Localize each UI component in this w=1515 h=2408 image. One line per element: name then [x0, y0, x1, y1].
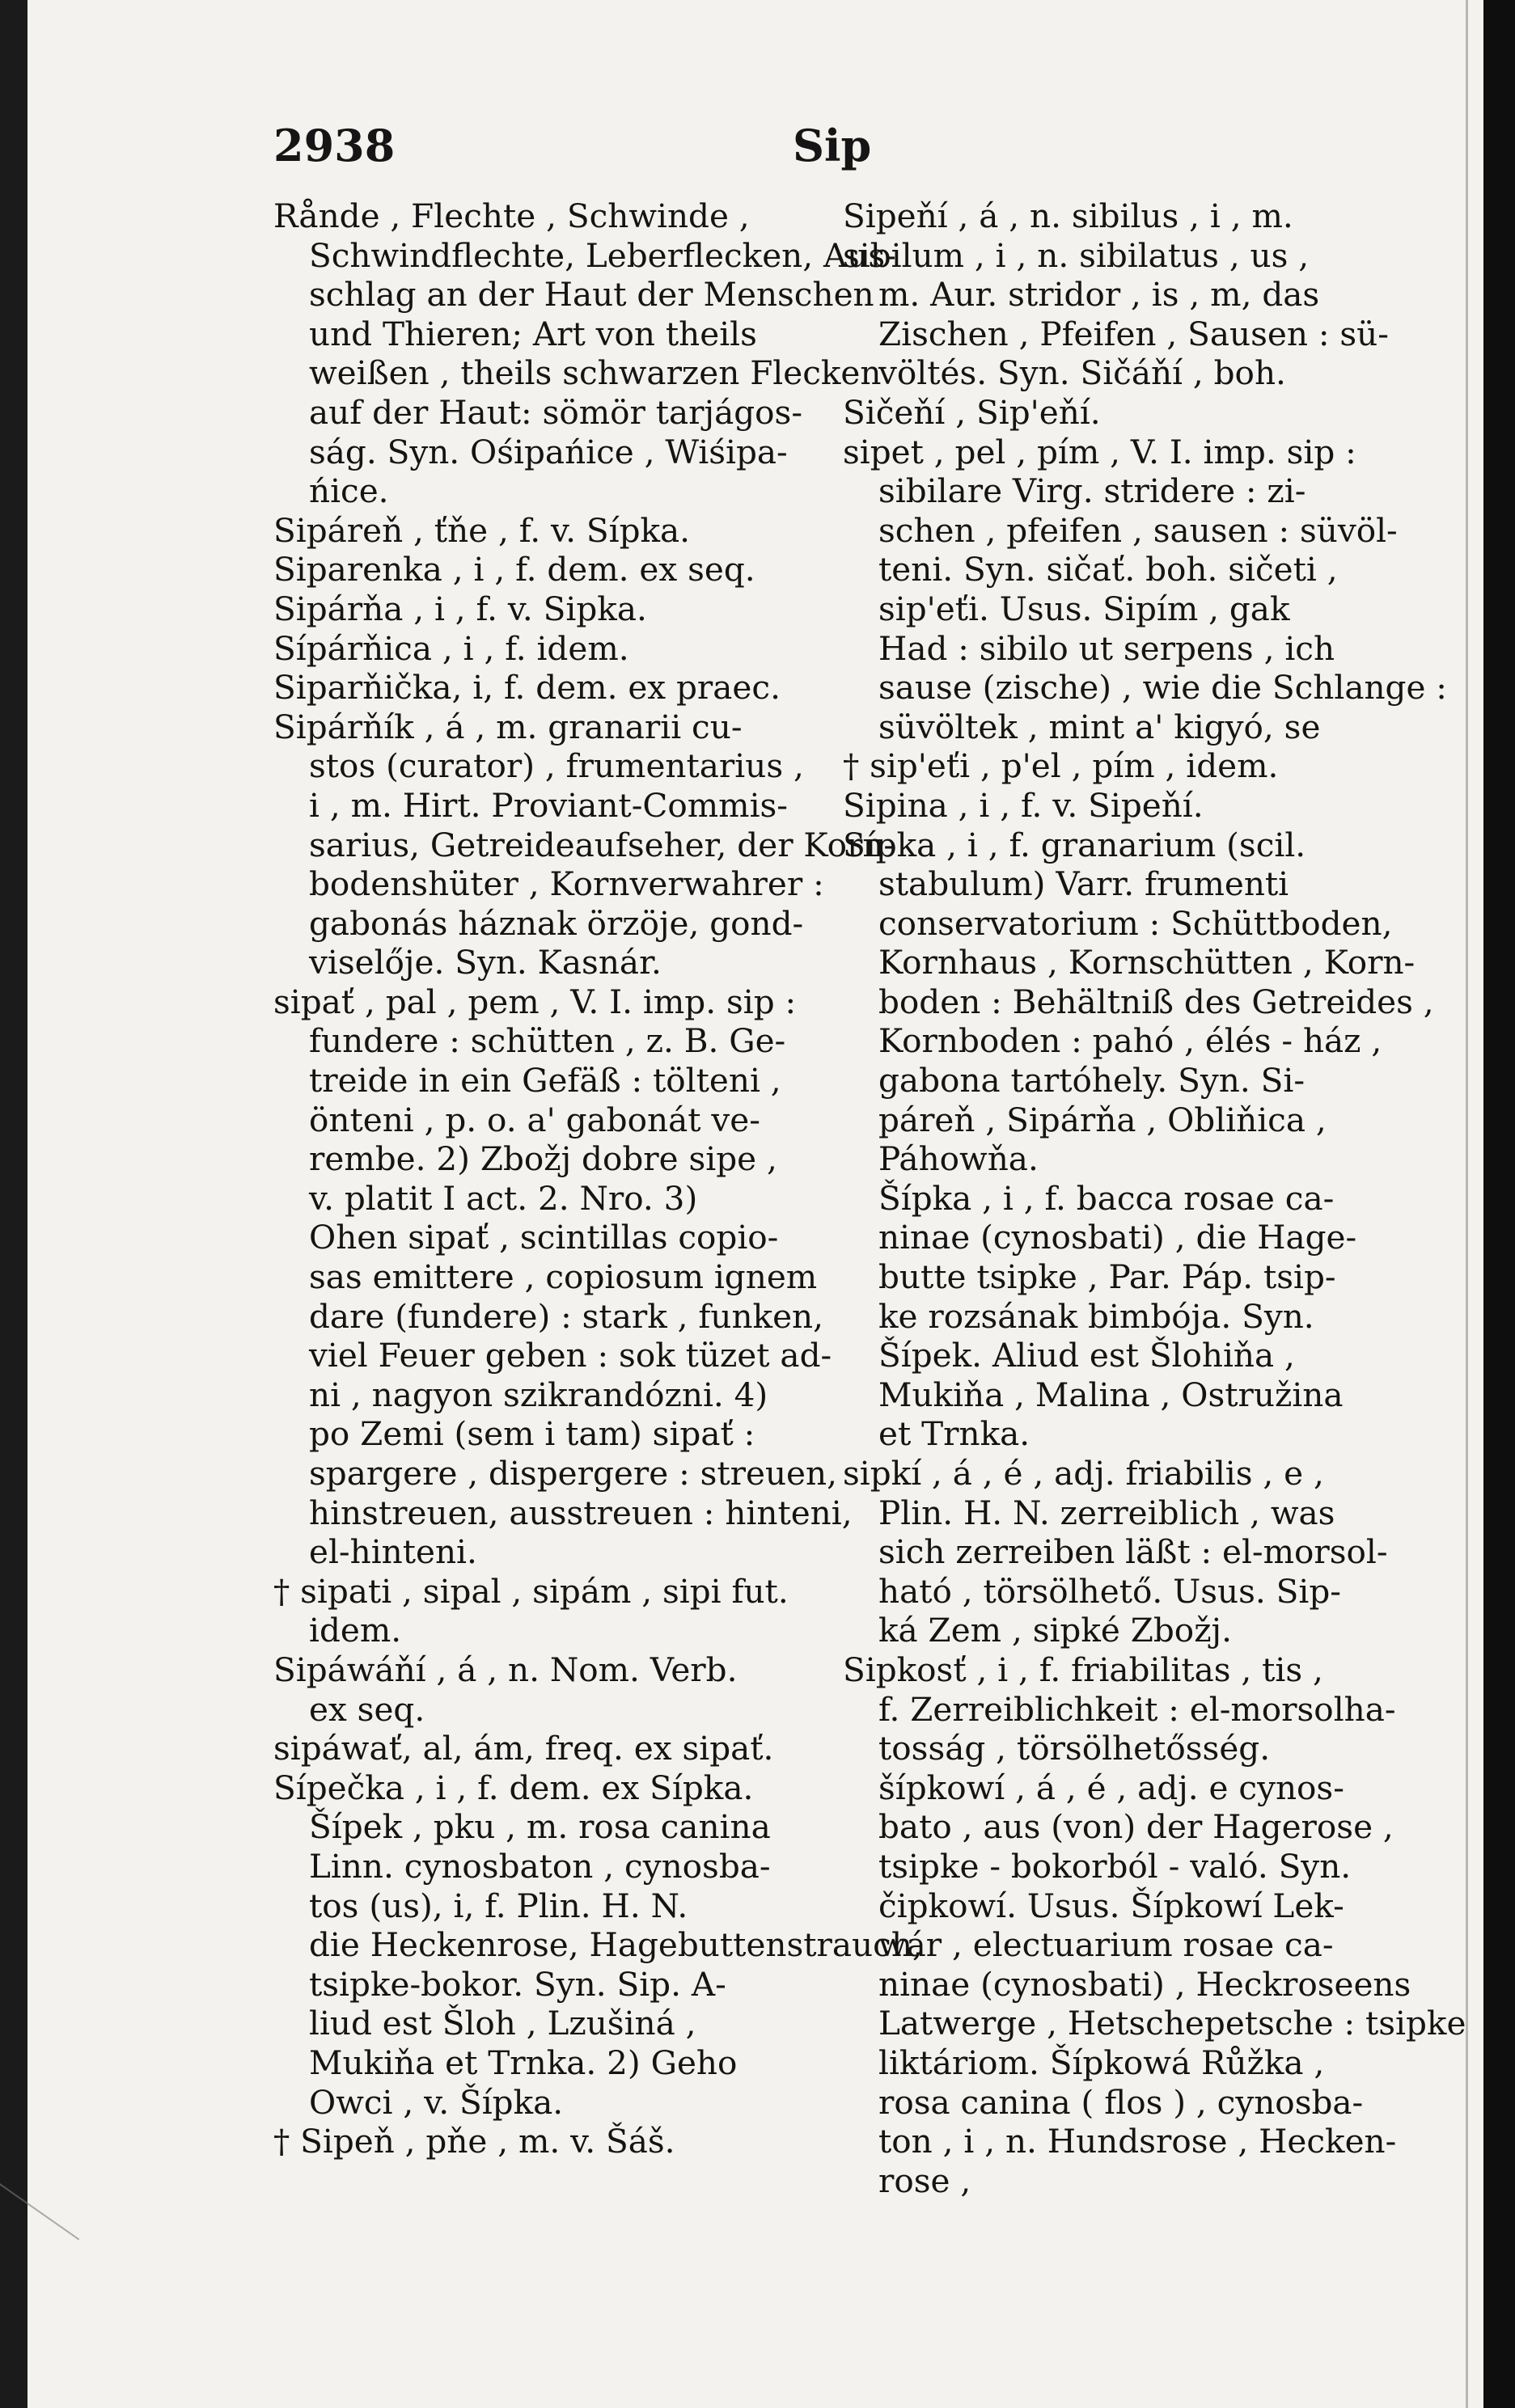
text-line: Had : sibilo ut serpens , ich	[878, 628, 1335, 668]
text-line: Siparenka , i , f. dem. ex seq.	[273, 550, 755, 589]
text-line: ninae (cynosbati) , die Hage-	[878, 1218, 1357, 1257]
text-line: † Sipeň , pňe , m. v. Šáš.	[273, 2122, 675, 2161]
text-line: sarius, Getreideaufseher, der Korn-	[309, 825, 895, 864]
text-line: ká Zem , sipké Zbožj.	[878, 1611, 1232, 1650]
text-line: sas emittere , copiosum ignem	[309, 1257, 818, 1297]
text-line: Sípka , i , f. granarium (scil.	[843, 825, 1306, 864]
text-line: önteni , p. o. a' gabonát ve-	[309, 1100, 760, 1139]
text-line: sich zerreiben läßt : el-morsol-	[878, 1532, 1388, 1572]
text-line: viselője. Syn. Kasnár.	[309, 943, 662, 982]
text-line: Rånde , Flechte , Schwinde ,	[273, 196, 750, 235]
text-line: auf der Haut: sömör tarjágos-	[309, 392, 803, 432]
text-line: Sičeňí , Sip'eňí.	[843, 392, 1101, 432]
text-line: Latwerge , Hetschepetsche : tsipke	[878, 2004, 1466, 2043]
text-line: dare (fundere) : stark , funken,	[309, 1296, 823, 1336]
text-line: tsipke-bokor. Syn. Sip. A-	[309, 1964, 726, 2004]
text-line: Sipkosť , i , f. friabilitas , tis ,	[843, 1650, 1323, 1689]
text-line: Linn. cynosbaton , cynosba-	[309, 1846, 771, 1886]
text-line: ninae (cynosbati) , Heckroseens	[878, 1964, 1411, 2004]
left-column	[273, 196, 923, 2161]
text-line: i , m. Hirt. Proviant-Commis-	[309, 785, 788, 825]
text-line: Kornboden : pahó , élés - ház ,	[878, 1021, 1382, 1061]
text-line: sibilare Virg. stridere : zi-	[878, 471, 1306, 511]
text-line: tos (us), i, f. Plin. H. N.	[309, 1886, 688, 1925]
text-line: Owci , v. Šípka.	[309, 2082, 564, 2122]
right-column	[843, 196, 1466, 2200]
text-line: sause (zische) , wie die Schlange :	[878, 668, 1447, 708]
text-line: schen , pfeifen , sausen : süvöl-	[878, 510, 1398, 550]
text-line: viel Feuer geben : sok tüzet ad-	[309, 1336, 832, 1375]
text-line: und Thieren; Art von theils	[309, 314, 757, 353]
text-line: Kornhaus , Kornschütten , Korn-	[878, 943, 1416, 982]
text-line: Zischen , Pfeifen , Sausen : sü-	[878, 314, 1389, 353]
text-line: Ohen sipať , scintillas copio-	[309, 1218, 779, 1257]
text-line: sipať , pal , pem , V. I. imp. sip :	[273, 982, 797, 1021]
text-line: treide in ein Gefäß : tölteni ,	[309, 1061, 781, 1100]
text-line: Šípek. Aliud est Šlohiňa ,	[878, 1336, 1295, 1375]
text-line: po Zemi (sem i tam) sipať :	[309, 1414, 755, 1454]
text-line: stabulum) Varr. frumenti	[878, 864, 1289, 904]
page-fold-line	[1466, 0, 1468, 2408]
text-line: boden : Behältniß des Getreides ,	[878, 982, 1434, 1021]
text-line: † sipati , sipal , sipám , sipi fut.	[273, 1571, 789, 1611]
text-line: Sipeňí , á , n. sibilus , i , m.	[843, 196, 1293, 235]
page-number: 2938	[273, 120, 396, 171]
text-line: Mukiňa , Malina , Ostružina	[878, 1375, 1344, 1414]
text-line: Sipárňík , á , m. granarii cu-	[273, 707, 743, 746]
text-line: ság. Syn. Ośipańice , Wiśipa-	[309, 432, 788, 471]
text-line: † sip'eťi , p'el , pím , idem.	[843, 746, 1279, 786]
text-line: idem.	[309, 1611, 402, 1650]
text-line: v. platit I act. 2. Nro. 3)	[309, 1178, 698, 1218]
text-line: tosság , törsölhetősség.	[878, 1729, 1271, 1768]
text-line: Sípečka , i , f. dem. ex Sípka.	[273, 1768, 754, 1807]
text-line: Plin. H. N. zerreiblich , was	[878, 1493, 1335, 1532]
text-line: rosa canina ( flos ) , cynosba-	[878, 2082, 1364, 2122]
text-line: ni , nagyon szikrandózni. 4)	[309, 1375, 768, 1414]
text-line: ke rozsának bimbója. Syn.	[878, 1296, 1314, 1336]
text-line: sipet , pel , pím , V. I. imp. sip :	[843, 432, 1356, 471]
text-line: el-hinteni.	[309, 1532, 477, 1572]
text-line: fundere : schütten , z. B. Ge-	[309, 1021, 786, 1061]
text-line: hinstreuen, ausstreuen : hinteni,	[309, 1493, 853, 1532]
text-line: Šípka , i , f. bacca rosae ca-	[878, 1178, 1335, 1218]
text-line: Sipáwáňí , á , n. Nom. Verb.	[273, 1650, 738, 1689]
text-line: sip'eťi. Usus. Sipím , gak	[878, 589, 1290, 628]
text-line: liud est Šloh , Lzušiná ,	[309, 2004, 696, 2043]
text-line: wár , electuarium rosae ca-	[878, 1925, 1334, 1965]
text-line: rose ,	[878, 2161, 971, 2200]
text-line: Sipáreň , ťňe , f. v. Sípka.	[273, 510, 691, 550]
text-line: m. Aur. stridor , is , m, das	[878, 275, 1320, 315]
text-line: ńice.	[309, 471, 389, 511]
text-line: gabonás háznak örzöje, gond-	[309, 903, 804, 943]
text-line: šípkowí , á , é , adj. e cynos-	[878, 1768, 1344, 1807]
text-line: stos (curator) , frumentarius ,	[309, 746, 804, 786]
text-line: ton , i , n. Hundsrose , Hecken-	[878, 2122, 1397, 2161]
text-line: weißen , theils schwarzen Flecken	[309, 353, 882, 393]
text-line: čipkowí. Usus. Šípkowí Lek-	[878, 1886, 1344, 1925]
text-line: Páhowňa.	[878, 1139, 1039, 1179]
running-head: Sip	[793, 120, 872, 171]
text-line: Schwindflechte, Leberflecken, Aus-	[309, 235, 896, 275]
text-line: rembe. 2) Zbožj dobre sipe ,	[309, 1139, 777, 1179]
text-line: spargere , dispergere : streuen,	[309, 1454, 837, 1493]
scan-dark-edge	[1483, 0, 1515, 2408]
text-line: sipkí , á , é , adj. friabilis , e ,	[843, 1454, 1324, 1493]
text-line: Siparňička, i, f. dem. ex praec.	[273, 668, 781, 708]
text-line: bodenshüter , Kornverwahrer :	[309, 864, 824, 904]
text-line: sibilum , i , n. sibilatus , us ,	[843, 235, 1310, 275]
text-line: bato , aus (von) der Hagerose ,	[878, 1807, 1394, 1847]
text-line: tsipke - bokorból - való. Syn.	[878, 1846, 1352, 1886]
text-line: Sipárňa , i , f. v. Sipka.	[273, 589, 647, 628]
text-line: völtés. Syn. Sičáňí , boh.	[878, 353, 1286, 393]
text-line: gabona tartóhely. Syn. Si-	[878, 1061, 1306, 1100]
text-line: butte tsipke , Par. Páp. tsip-	[878, 1257, 1336, 1297]
text-line: f. Zerreiblichkeit : el-morsolha-	[878, 1689, 1396, 1729]
text-line: Šípek , pku , m. rosa canina	[309, 1807, 771, 1847]
text-line: liktáriom. Šípkowá Růžka ,	[878, 2043, 1325, 2082]
text-line: et Trnka.	[878, 1414, 1030, 1454]
text-line: Mukiňa et Trnka. 2) Geho	[309, 2043, 738, 2082]
text-line: ható , törsölhető. Usus. Sip-	[878, 1571, 1341, 1611]
text-line: teni. Syn. sičať. boh. sičeti ,	[878, 550, 1338, 589]
text-line: páreň , Sipárňa , Obliňica ,	[878, 1100, 1327, 1139]
text-line: süvöltek , mint a' kigyó, se	[878, 707, 1321, 746]
text-line: sipáwať, al, ám, freq. ex sipať.	[273, 1729, 774, 1768]
text-line: Sípárňica , i , f. idem.	[273, 628, 629, 668]
text-line: ex seq.	[309, 1689, 425, 1729]
text-line: schlag an der Haut der Menschen	[309, 275, 874, 315]
text-line: conservatorium : Schüttboden,	[878, 903, 1393, 943]
text-line: die Heckenrose, Hagebuttenstrauch,	[309, 1925, 923, 1965]
text-line: Sipina , i , f. v. Sipeňí.	[843, 785, 1204, 825]
